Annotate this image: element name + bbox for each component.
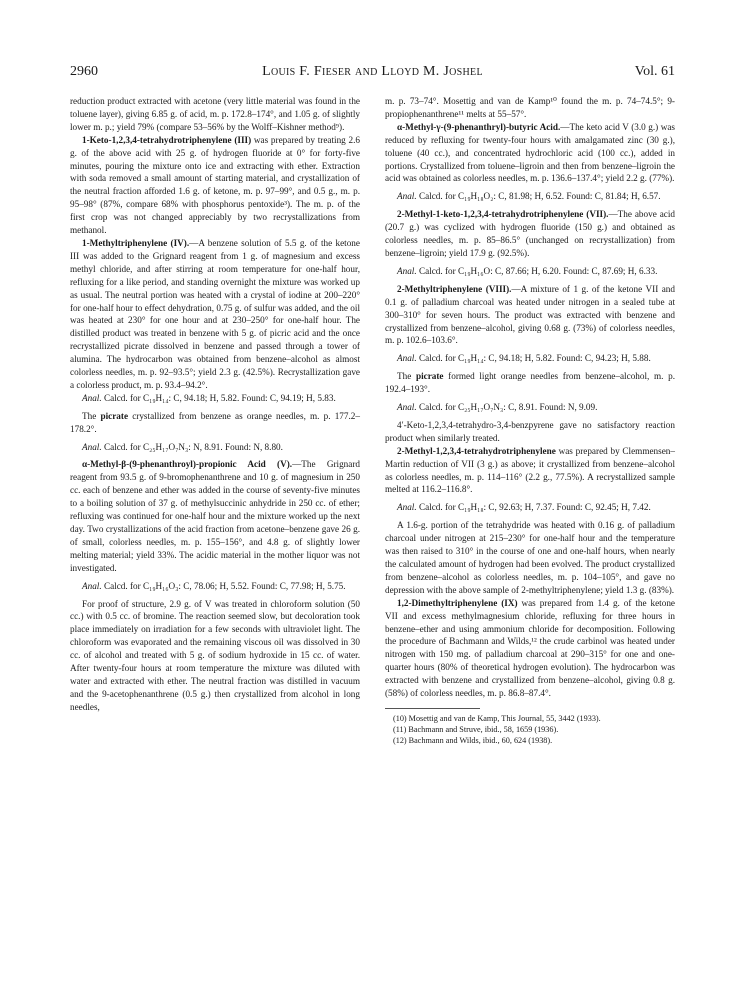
section-paragraph: [385, 370, 675, 396]
analysis-paragraph: [70, 580, 360, 593]
compound-heading: picrate: [415, 371, 444, 382]
paragraph-prefix: The: [397, 371, 416, 382]
compound-heading: 1,2-Dimethyltriphenylene (IX): [397, 597, 518, 608]
analysis-label: Anal.: [397, 502, 417, 513]
right-column: [385, 95, 675, 746]
section-paragraph: [385, 208, 675, 260]
paragraph-text: m. p. 73–74°. Mosettig and van de Kamp¹⁰ found the m. p. 74–74.5°; 9-propiophenanthrene¹¹ melts at 55–57°.: [385, 96, 675, 119]
paragraph-text: Calcd. for C₁₉H₁₄: C, 94.18; H, 5.82. Found: C, 94.19; H, 5.83.: [101, 392, 336, 403]
analysis-paragraph: [385, 401, 675, 414]
paragraph-text: Calcd. for C₁₉H₁₆O: C, 87.66; H, 6.20. Found: C, 87.69; H, 6.33.: [416, 265, 658, 276]
section-paragraph: [385, 283, 675, 348]
page-header: [70, 62, 675, 82]
running-head: Louis F. Fieser and Lloyd M. Joshel: [262, 64, 483, 79]
paragraph-text: A 1.6-g. portion of the tetrahydride was heated with 0.16 g. of palladium charcoal under nitrogen at 215–230° for one-half hour and the temperature was then raised to 310° in the course of one and one-half hours, when nearly the calculated amount of hydrogen had been evolved. The product crystallized from benzene–alcohol as colorless needles, m. p. 104–105°, and gave no depression with the above sample of 2-methyltriphenylene; yield 1.3 g. (83%).: [385, 520, 675, 595]
body-paragraph: [70, 598, 360, 714]
compound-heading: 1-Methyltriphenylene (IV).: [82, 237, 190, 248]
analysis-paragraph: [70, 392, 360, 405]
paragraph-text: —The Grignard reagent from 93.5 g. of 9-bromophenanthrene and 10 g. of magnesium in 250 cc. each of benzene and ether was added in the course of seventy-five minutes to a boiling solution of 37 g. of methylsuccinic anhydride in 250 cc. of ether; refluxing was continued for one-half hour and the mixture worked up the next day. Two crystallizations of the acid fraction from acetone–benzene gave 26 g. of small, colorless needles, m. p. 155–156°, and 4.8 g. of slightly lower melting material; yield 33%. The acidic material in the mother liquor was not investigated.: [70, 459, 360, 573]
section-paragraph: [385, 121, 675, 186]
analysis-paragraph: [70, 441, 360, 454]
analysis-paragraph: [385, 352, 675, 365]
section-paragraph: [385, 445, 675, 497]
paragraph-text: Calcd. for C₁₉H₁₆O₃: C, 78.06; H, 5.52. Found: C, 77.98; H, 5.75.: [101, 580, 346, 591]
analysis-label: Anal.: [82, 580, 102, 591]
compound-heading: α-Methyl-β-(9-phenanthroyl)-propionic Acid (V).: [82, 459, 293, 470]
footnotes: [385, 713, 675, 746]
analysis-label: Anal.: [397, 353, 417, 364]
compound-heading: 2-Methyltriphenylene (VIII).: [397, 283, 512, 294]
analysis-label: Anal.: [82, 441, 102, 452]
section-paragraph: [70, 458, 360, 574]
analysis-label: Anal.: [397, 402, 417, 413]
paragraph-text: was prepared by treating 2.6 g. of the above acid with 25 g. of hydrogen fluoride at 0° for forty-five minutes, pouring the mixture onto ice and extracting with ether. Extraction with soda removed a small amount of starting material, and crystallization of the neutral fraction afforded 1.6 g. of ketone, m. p. 97–99°, and 0.5 g., m. p. 95–98° (87%, compare 68% with phosphorus pentoxide³). The m. p. of the first crop was not changed appreciably by two recrystallizations from methanol.: [70, 134, 360, 236]
paragraph-text: —The above acid (20.7 g.) was cyclized with hydrogen fluoride (150 g.) and obtained as colorless needles, m. p. 85–86.5° (unchanged on recrystallization) from benzene–ligroin; yield 17.9 g. (92.5%).: [385, 209, 675, 258]
paragraph-text: Calcd. for C₁₉H₁₈O₂: C, 81.98; H, 6.52. Found: C, 81.84; H, 6.57.: [416, 191, 661, 202]
body-paragraph: [385, 95, 675, 121]
compound-heading: 2-Methyl-1,2,3,4-tetrahydrotriphenylene: [397, 445, 556, 456]
analysis-paragraph: [385, 190, 675, 203]
paragraph-text: —A benzene solution of 5.5 g. of the ketone III was added to the Grignard reagent from 1 g. of magnesium and excess methyl chloride, and after stirring at room temperature for one-half hour, refluxing for a like period, and standing overnight the mixture was worked up as usual. The neutral portion was heated with a crystal of iodine at 200–220° for one-half hour to effect dehydration, 0.75 g. of sulfur was added, and the oil was heated at 230° for one hour and at 230–250° for one-half hour. The distilled product was treated in benzene with 5 g. of picric acid and the once recrystallized picrate dissolved in benzene and passed through a tower of alumina. The hydrocarbon was obtained from benzene–alcohol as almost colorless needles, m. p. 92–93.5°; yield 2.3 g. (42.5%). Recrystallization gave a colorless product, m. p. 93.4–94.2°.: [70, 237, 360, 390]
body-paragraph: [385, 419, 675, 445]
volume-label: Vol. 61: [634, 64, 675, 79]
paragraph-prefix: The: [82, 410, 101, 421]
compound-heading: 2-Methyl-1-keto-1,2,3,4-tetrahydrotriphenylene (VII).: [397, 209, 609, 220]
paragraph-text: 4′-Keto-1,2,3,4-tetrahydro-3,4-benzpyrene gave no satisfactory reaction product when similarly treated.: [385, 419, 675, 443]
paragraph-text: For proof of structure, 2.9 g. of V was treated in chloroform solution (50 cc.) with 0.5 cc. of bromine. The reaction seemed slow, but decoloration took place immediately on irradiation for a few seconds with ultraviolet light. The chloroform was evaporated and the remaining viscous oil was dissolved in 30 cc. of alcohol and treated with 5 g. of sodium hydroxide in 15 cc. of water. After twenty-four hours at room temperature the mixture was diluted with water and extracted with ether. The neutral fraction was distilled in vacuum and the 9-acetophenanthrene (0.5 g.) then crystallized from alcohol in long needles,: [70, 598, 360, 712]
footnote: (11) Bachmann and Struve, ibid., 58, 1659 (1936).: [393, 724, 559, 734]
paragraph-text: Calcd. for C₂₅H₁₇O₇N₃: N, 8.91. Found: N, 8.80.: [101, 441, 283, 452]
section-paragraph: [70, 134, 360, 237]
paragraph-text: Calcd. for C₁₉H₁₄: C, 94.18; H, 5.82. Found: C, 94.23; H, 5.88.: [416, 353, 651, 364]
paragraph-text: —A mixture of 1 g. of the ketone VII and 0.1 g. of palladium charcoal was heated under nitrogen in a sealed tube at 300–310° for seven hours. The product was extracted with benzene and crystallized from benzene–alcohol, giving 0.68 g. (73%) of colorless needles, m. p. 102.6–103.6°.: [385, 283, 675, 346]
analysis-label: Anal.: [397, 265, 417, 276]
paragraph-text: formed light orange needles from benzene–alcohol, m. p. 192.4–193°.: [385, 371, 675, 395]
paragraph-text: was prepared by Clemmensen–Martin reduction of VII (3 g.) as above; it crystallized from benzene–alcohol as colorless needles, m. p. 114–116° (2.2 g., 77.5%). A recrystallized sample melted at 116.2–116.8°.: [385, 445, 675, 495]
paragraph-text: crystallized from benzene as orange needles, m. p. 177.2–178.2°.: [70, 410, 360, 434]
analysis-label: Anal.: [82, 392, 102, 403]
paragraph-text: Calcd. for C₁₉H₁₈: C, 92.63; H, 7.37. Found: C, 92.45; H, 7.42.: [416, 502, 651, 513]
compound-heading: α-Methyl-γ-(9-phenanthryl)-butyric Acid.: [397, 121, 561, 132]
body-paragraph: [385, 519, 675, 596]
body-paragraph: [70, 95, 360, 134]
section-paragraph: [385, 597, 675, 700]
left-column: [70, 95, 360, 714]
compound-heading: 1-Keto-1,2,3,4-tetrahydrotriphenylene (III): [82, 134, 252, 145]
analysis-label: Anal.: [397, 191, 417, 202]
paragraph-text: reduction product extracted with acetone (very little material was found in the toluene layer), giving 6.85 g. of acid, m. p. 172.8–174°, and 1.05 g. of slightly lower m. p.; yield 79% (compare 53–56% by the Wolff–Kishner method⁹).: [70, 96, 360, 132]
section-paragraph: [70, 410, 360, 436]
compound-heading: picrate: [100, 410, 129, 421]
analysis-paragraph: [385, 265, 675, 278]
paragraph-text: —The keto acid V (3.0 g.) was reduced by refluxing for twenty-four hours with amalgamated zinc (30 g.), toluene (40 cc.), and concentrated hydrochloric acid (100 cc.), added in portions. Crystallized from toluene–ligroin and then from benzene–ligroin the acid was obtained as colorless needles, m. p. 136.6–137.4°; yield 2.2 g. (77%).: [385, 121, 675, 184]
analysis-paragraph: [385, 501, 675, 514]
footnote: (12) Bachmann and Wilds, ibid., 60, 624 (1938).: [393, 735, 553, 745]
section-paragraph: [70, 237, 360, 392]
paragraph-text: Calcd. for C₂₅H₁₇O₇N₃: C, 8.91. Found: N, 9.09.: [416, 402, 598, 413]
footnote: (10) Mosettig and van de Kamp, This Journal, 55, 3442 (1933).: [393, 713, 601, 723]
footnote-rule: [385, 708, 480, 709]
paragraph-text: was prepared from 1.4 g. of the ketone VII and excess methylmagnesium chloride, refluxing for three hours in benzene–ether and using ammonium chloride for decomposition. Following the procedure of Bachmann and Wilds,¹² the crude carbinol was heated under nitrogen with 150 mg. of palladium charcoal at 290–315° for one and one-quarter hours (80% of theoretical hydrogen evolution). The hydrocarbon was extracted with benzene and crystallized from benzene–alcohol, giving 0.8 g. (58%) of colorless needles, m. p. 86.8–87.4°.: [385, 597, 675, 699]
page-number: 2960: [70, 64, 98, 79]
